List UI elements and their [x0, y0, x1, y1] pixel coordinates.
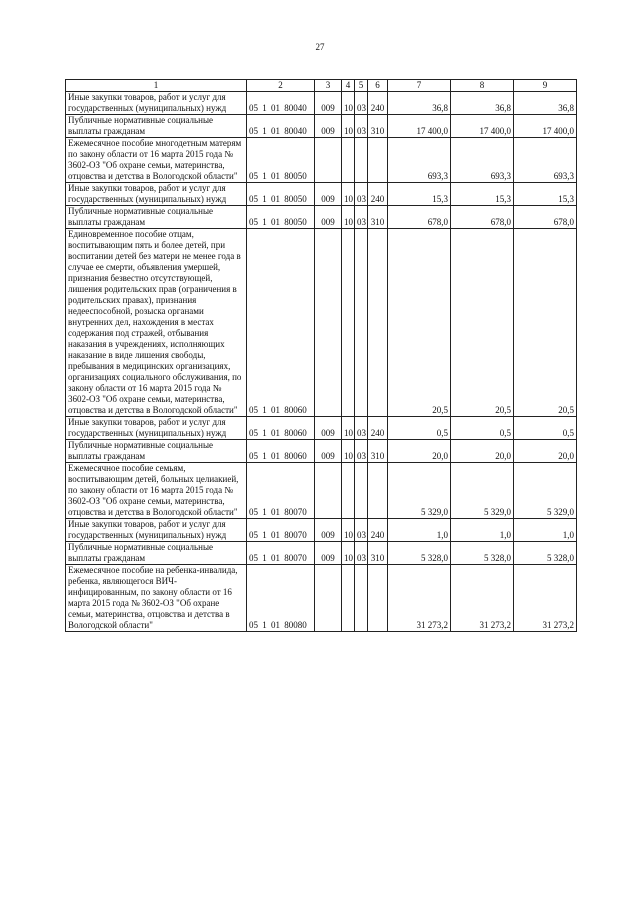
amount-col8-cell: 36,8 — [451, 92, 514, 115]
column-header: 3 — [315, 80, 342, 92]
row-name-cell: Публичные нормативные социальные выплаты гражданам — [66, 206, 247, 229]
budget-code-cell: 05 1 01 80060 — [247, 440, 315, 463]
amount-col8-cell: 5 328,0 — [451, 542, 514, 565]
amount-col9-cell: 5 328,0 — [514, 542, 577, 565]
expense-type-cell: 310 — [368, 542, 388, 565]
subsection-code-cell — [355, 229, 368, 417]
expense-type-cell: 310 — [368, 115, 388, 138]
table-row — [66, 565, 577, 632]
section-code-cell: 10 — [342, 519, 355, 542]
table-row — [66, 542, 577, 565]
amount-col8-cell: 15,3 — [451, 183, 514, 206]
budget-code-cell: 05 1 01 80070 — [247, 463, 315, 519]
row-name-cell: Иные закупки товаров, работ и услуг для государственных (муниципальных) нужд — [66, 183, 247, 206]
department-code-cell — [315, 229, 342, 417]
budget-table — [65, 79, 577, 632]
amount-col8-cell: 20,0 — [451, 440, 514, 463]
table-row — [66, 206, 577, 229]
column-header: 8 — [451, 80, 514, 92]
amount-col8-cell: 0,5 — [451, 417, 514, 440]
section-code-cell: 10 — [342, 417, 355, 440]
column-header: 2 — [247, 80, 315, 92]
column-header: 6 — [368, 80, 388, 92]
column-header: 4 — [342, 80, 355, 92]
amount-col9-cell: 15,3 — [514, 183, 577, 206]
budget-code-cell: 05 1 01 80080 — [247, 565, 315, 632]
amount-col7-cell: 36,8 — [388, 92, 451, 115]
amount-col7-cell: 693,3 — [388, 138, 451, 183]
department-code-cell: 009 — [315, 542, 342, 565]
section-code-cell: 10 — [342, 183, 355, 206]
subsection-code-cell: 03 — [355, 206, 368, 229]
row-name-cell: Ежемесячное пособие многодетным матерям по закону области от 16 марта 2015 года № 3602-ОЗ "Об охране семьи, материнства, отцовства и детства в Вологодской области" — [66, 138, 247, 183]
amount-col7-cell: 0,5 — [388, 417, 451, 440]
budget-code-cell: 05 1 01 80050 — [247, 183, 315, 206]
table-header-row — [66, 80, 577, 92]
amount-col8-cell: 5 329,0 — [451, 463, 514, 519]
subsection-code-cell — [355, 463, 368, 519]
subsection-code-cell: 03 — [355, 519, 368, 542]
section-code-cell: 10 — [342, 542, 355, 565]
department-code-cell: 009 — [315, 440, 342, 463]
subsection-code-cell: 03 — [355, 542, 368, 565]
subsection-code-cell: 03 — [355, 440, 368, 463]
department-code-cell: 009 — [315, 519, 342, 542]
department-code-cell: 009 — [315, 417, 342, 440]
amount-col7-cell: 17 400,0 — [388, 115, 451, 138]
amount-col9-cell: 5 329,0 — [514, 463, 577, 519]
amount-col7-cell: 31 273,2 — [388, 565, 451, 632]
budget-code-cell: 05 1 01 80040 — [247, 92, 315, 115]
amount-col7-cell: 15,3 — [388, 183, 451, 206]
table-row — [66, 183, 577, 206]
amount-col8-cell: 31 273,2 — [451, 565, 514, 632]
department-code-cell — [315, 565, 342, 632]
budget-code-cell: 05 1 01 80040 — [247, 115, 315, 138]
budget-code-cell: 05 1 01 80050 — [247, 138, 315, 183]
budget-code-cell: 05 1 01 80070 — [247, 542, 315, 565]
amount-col9-cell: 1,0 — [514, 519, 577, 542]
column-header: 7 — [388, 80, 451, 92]
table-row — [66, 115, 577, 138]
section-code-cell: 10 — [342, 440, 355, 463]
section-code-cell: 10 — [342, 115, 355, 138]
amount-col9-cell: 20,5 — [514, 229, 577, 417]
page-number: 27 — [315, 42, 325, 52]
amount-col9-cell: 693,3 — [514, 138, 577, 183]
section-code-cell — [342, 229, 355, 417]
budget-code-cell: 05 1 01 80050 — [247, 206, 315, 229]
expense-type-cell — [368, 463, 388, 519]
subsection-code-cell: 03 — [355, 92, 368, 115]
row-name-cell: Иные закупки товаров, работ и услуг для государственных (муниципальных) нужд — [66, 519, 247, 542]
section-code-cell — [342, 463, 355, 519]
budget-code-cell: 05 1 01 80070 — [247, 519, 315, 542]
budget-code-cell: 05 1 01 80060 — [247, 229, 315, 417]
subsection-code-cell: 03 — [355, 417, 368, 440]
row-name-cell: Иные закупки товаров, работ и услуг для государственных (муниципальных) нужд — [66, 417, 247, 440]
section-code-cell — [342, 565, 355, 632]
amount-col9-cell: 31 273,2 — [514, 565, 577, 632]
row-name-cell: Публичные нормативные социальные выплаты гражданам — [66, 115, 247, 138]
subsection-code-cell: 03 — [355, 115, 368, 138]
table-row — [66, 138, 577, 183]
amount-col8-cell: 678,0 — [451, 206, 514, 229]
amount-col8-cell: 693,3 — [451, 138, 514, 183]
amount-col9-cell: 0,5 — [514, 417, 577, 440]
expense-type-cell: 310 — [368, 206, 388, 229]
row-name-cell: Ежемесячное пособие на ребенка-инвалида, ребенка, являющегося ВИЧ-инфицированным, по закону области от 16 марта 2015 года № 3602-ОЗ "Об охране семьи, материнства, отцовства и детства в Вологодской области" — [66, 565, 247, 632]
budget-code-cell: 05 1 01 80060 — [247, 417, 315, 440]
amount-col7-cell: 1,0 — [388, 519, 451, 542]
amount-col9-cell: 20,0 — [514, 440, 577, 463]
amount-col9-cell: 678,0 — [514, 206, 577, 229]
department-code-cell — [315, 138, 342, 183]
amount-col7-cell: 678,0 — [388, 206, 451, 229]
amount-col8-cell: 20,5 — [451, 229, 514, 417]
row-name-cell: Единовременное пособие отцам, воспитывающим пять и более детей, при воспитании детей без матери не менее года в случае ее смерти, объявления умершей, признания безвестно отсутствующей, лишения родительских прав (ограничения в родительских правах), признания недееспособной, розыска органами внутренних дел, нахождения в местах содержания под стражей, отбывания наказания в учреждениях, исполняющих наказание в виде лишения свободы, пребывания в медицинских организациях, организациях социального обслуживания, по закону области от 16 марта 2015 года № 3602-ОЗ "Об охране семьи, материнства, отцовства и детства в Вологодской области" — [66, 229, 247, 417]
amount-col7-cell: 20,0 — [388, 440, 451, 463]
column-header: 1 — [66, 80, 247, 92]
table-row — [66, 519, 577, 542]
expense-type-cell: 310 — [368, 440, 388, 463]
expense-type-cell: 240 — [368, 417, 388, 440]
expense-type-cell: 240 — [368, 92, 388, 115]
expense-type-cell — [368, 229, 388, 417]
subsection-code-cell — [355, 565, 368, 632]
amount-col7-cell: 5 328,0 — [388, 542, 451, 565]
section-code-cell: 10 — [342, 92, 355, 115]
amount-col8-cell: 1,0 — [451, 519, 514, 542]
column-header: 5 — [355, 80, 368, 92]
department-code-cell — [315, 463, 342, 519]
section-code-cell: 10 — [342, 206, 355, 229]
table-row — [66, 463, 577, 519]
expense-type-cell: 240 — [368, 519, 388, 542]
row-name-cell: Публичные нормативные социальные выплаты гражданам — [66, 542, 247, 565]
expense-type-cell — [368, 565, 388, 632]
column-header: 9 — [514, 80, 577, 92]
amount-col9-cell: 17 400,0 — [514, 115, 577, 138]
table-row — [66, 440, 577, 463]
department-code-cell: 009 — [315, 92, 342, 115]
section-code-cell — [342, 138, 355, 183]
amount-col7-cell: 5 329,0 — [388, 463, 451, 519]
table-row — [66, 417, 577, 440]
table-row — [66, 229, 577, 417]
subsection-code-cell — [355, 138, 368, 183]
row-name-cell: Публичные нормативные социальные выплаты гражданам — [66, 440, 247, 463]
expense-type-cell — [368, 138, 388, 183]
amount-col8-cell: 17 400,0 — [451, 115, 514, 138]
row-name-cell: Ежемесячное пособие семьям, воспитывающим детей, больных целиакией, по закону области от 16 марта 2015 года № 3602-ОЗ "Об охране семьи, материнства, отцовства и детства в Вологодской области" — [66, 463, 247, 519]
department-code-cell: 009 — [315, 115, 342, 138]
subsection-code-cell: 03 — [355, 183, 368, 206]
expense-type-cell: 240 — [368, 183, 388, 206]
amount-col9-cell: 36,8 — [514, 92, 577, 115]
department-code-cell: 009 — [315, 183, 342, 206]
row-name-cell: Иные закупки товаров, работ и услуг для государственных (муниципальных) нужд — [66, 92, 247, 115]
amount-col7-cell: 20,5 — [388, 229, 451, 417]
table-row — [66, 92, 577, 115]
department-code-cell: 009 — [315, 206, 342, 229]
